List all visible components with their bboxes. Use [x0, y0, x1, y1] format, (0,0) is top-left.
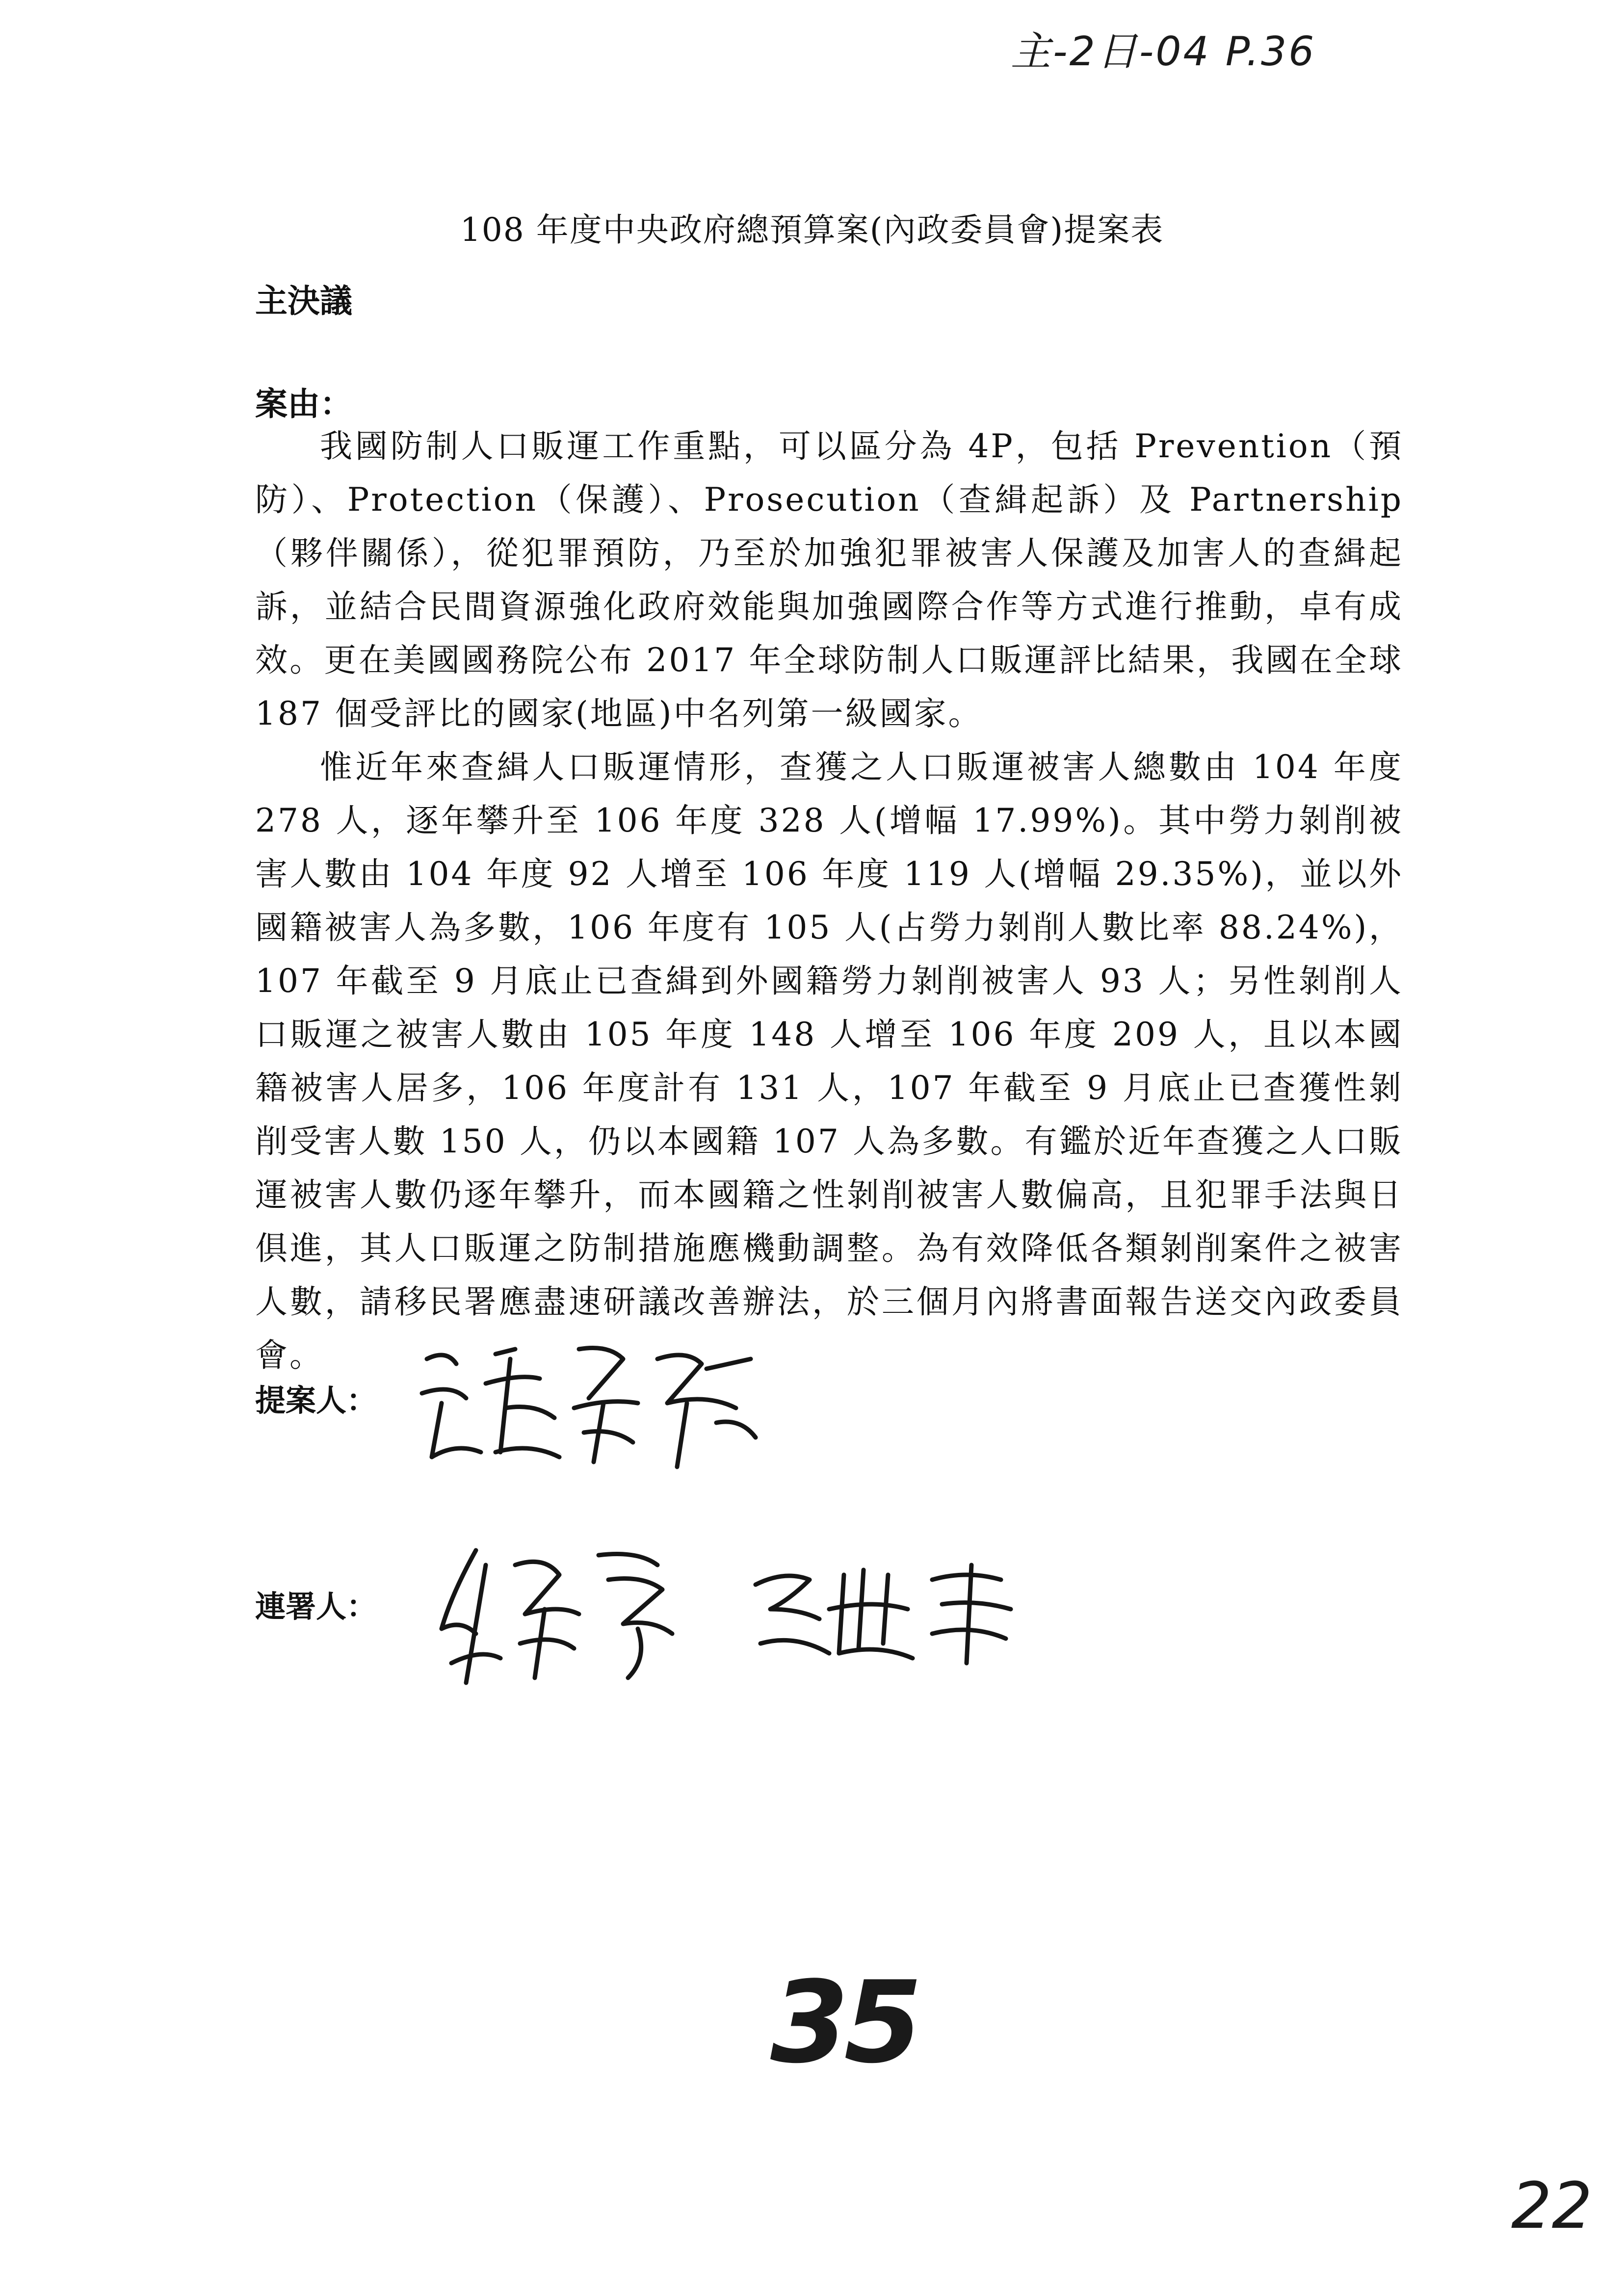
body-paragraph: 惟近年來查緝人口販運情形，查獲之人口販運被害人總數由 104 年度 278 人，逐年攀升至 106 年度 328 人(增幅 17.99%)。其中勞力剝削被害人數由 104 年度 92 人增至 106 年度 119 人(增幅 29.35%)，並以外國籍被害人為多數，106 年度有 105 人(占勞力剝削人數比率 88.24%)，107 年截至 9 月底止已查緝到外國籍勞力剝削被害人 93 人；另性剝削人口販運之被害人數由 105 年度 148 人增至 106 年度 209 人，且以本國籍被害人居多，106 年度計有 131 人，107 年截至 9 月底止已查獲性剝削受害人數 150 人，仍以本國籍 107 人為多數。有鑑於近年查獲之人口販運被害人數仍逐年攀升，而本國籍之性剝削被害人數偏高，且犯罪手法與日俱進，其人口販運之防制措施應機動調整。為有效降低各類剝削案件之被害人數，請移民署應盡速研議改善辦法，於三個月內將書面報告送交內政委員會。 — [255, 748, 1403, 1374]
cosigner-signature-1 — [432, 1536, 687, 1693]
section-heading-resolution: 主決議 — [255, 282, 352, 320]
proposer-signature — [412, 1330, 765, 1477]
cosigner-label: 連署人： — [255, 1589, 377, 1624]
proposer-label: 提案人： — [255, 1383, 377, 1418]
body-paragraph: 我國防制人口販運工作重點，可以區分為 4P，包括 Prevention（預防）、Protection（保護）、Prosecution（查緝起訴）及 Partnership（夥伴關係），從犯罪預防，乃至於加強犯罪被害人保護及加害人的查緝起訴，並結合民間資源強化政府效能與加強國際合作等方式進行推動，卓有成效。更在美國國務院公布 2017 年全球防制人口販運評比結果，我國在全球 187 個受評比的國家(地區)中名列第一級國家。 — [255, 427, 1403, 732]
handwritten-reference-note: 主-2日-04 P.36 — [1011, 28, 1316, 75]
handwritten-corner-mark: 22 — [1511, 2168, 1593, 2243]
proposal-body — [255, 419, 1403, 1382]
handwritten-page-number: 35 — [770, 1957, 918, 2088]
section-heading-reason: 案由： — [255, 385, 352, 423]
document-title: 108 年度中央政府總預算案(內政委員會)提案表 — [460, 211, 1164, 249]
cosigner-signature-2 — [746, 1555, 1021, 1668]
